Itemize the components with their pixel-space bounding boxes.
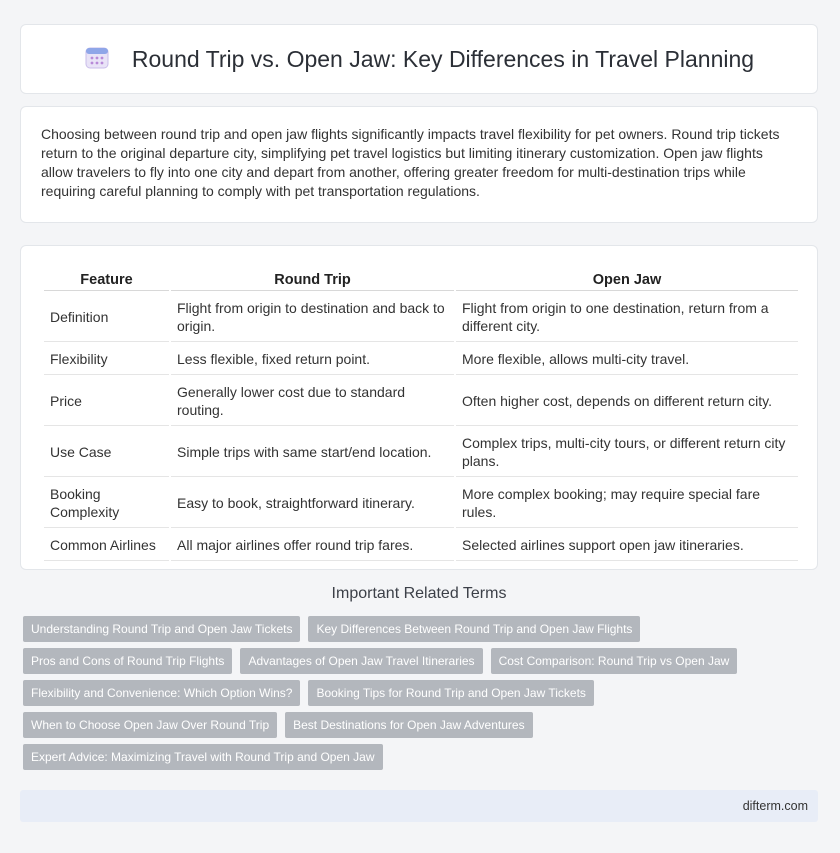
feature-cell: Use Case bbox=[44, 428, 169, 477]
header-open-jaw: Open Jaw bbox=[456, 264, 798, 291]
related-tag[interactable]: Booking Tips for Round Trip and Open Jaw Tickets bbox=[308, 680, 593, 706]
intro-text: Choosing between round trip and open jaw flights significantly impacts travel flexibility for pet owners. Round trip tickets return to the original departure city, simplifying pet travel logistics but limiting itinerary customization. Open jaw flights allow travelers to fly into one city and depart from another, offering greater freedom for multi-destination trips while requiring careful planning to comply with pet transportation regulations. bbox=[41, 126, 780, 199]
table-row bbox=[44, 344, 798, 375]
table-row bbox=[44, 530, 798, 561]
open-jaw-cell: More flexible, allows multi-city travel. bbox=[456, 344, 798, 375]
calendar-icon bbox=[84, 44, 110, 75]
footer bbox=[20, 790, 818, 822]
intro-card bbox=[20, 106, 818, 223]
feature-cell: Flexibility bbox=[44, 344, 169, 375]
round-trip-cell: Easy to book, straightforward itinerary. bbox=[171, 479, 454, 528]
feature-cell: Booking Complexity bbox=[44, 479, 169, 528]
page-title: Round Trip vs. Open Jaw: Key Differences in Travel Planning bbox=[131, 45, 755, 72]
feature-cell: Common Airlines bbox=[44, 530, 169, 561]
table-row bbox=[44, 428, 798, 477]
related-tag[interactable]: Cost Comparison: Round Trip vs Open Jaw bbox=[491, 648, 738, 674]
site-link[interactable]: difterm.com bbox=[742, 799, 808, 813]
related-terms-title: Important Related Terms bbox=[331, 585, 507, 602]
round-trip-cell: Simple trips with same start/end location. bbox=[171, 428, 454, 477]
comparison-table bbox=[42, 262, 800, 563]
open-jaw-cell: Complex trips, multi-city tours, or different return city plans. bbox=[456, 428, 798, 477]
title-wrap bbox=[84, 44, 754, 75]
header-round-trip: Round Trip bbox=[171, 264, 454, 291]
round-trip-cell: Flight from origin to destination and back to origin. bbox=[171, 293, 454, 342]
open-jaw-cell: Flight from origin to one destination, return from a different city. bbox=[456, 293, 798, 342]
open-jaw-cell: Selected airlines support open jaw itineraries. bbox=[456, 530, 798, 561]
open-jaw-cell: More complex booking; may require special fare rules. bbox=[456, 479, 798, 528]
related-tag[interactable]: Expert Advice: Maximizing Travel with Round Trip and Open Jaw bbox=[23, 744, 383, 770]
round-trip-cell: Generally lower cost due to standard routing. bbox=[171, 377, 454, 426]
related-tag[interactable]: Pros and Cons of Round Trip Flights bbox=[23, 648, 232, 674]
header-card bbox=[20, 24, 818, 94]
related-tag[interactable]: Understanding Round Trip and Open Jaw Tickets bbox=[23, 616, 300, 642]
comparison-table-card bbox=[20, 245, 818, 570]
related-tag[interactable]: Flexibility and Convenience: Which Option Wins? bbox=[23, 680, 300, 706]
related-tag[interactable]: Advantages of Open Jaw Travel Itineraries bbox=[240, 648, 482, 674]
related-tag[interactable]: Key Differences Between Round Trip and Open Jaw Flights bbox=[308, 616, 640, 642]
open-jaw-cell: Often higher cost, depends on different return city. bbox=[456, 377, 798, 426]
table-row bbox=[44, 293, 798, 342]
related-tags bbox=[20, 616, 818, 770]
table-row bbox=[44, 377, 798, 426]
round-trip-cell: All major airlines offer round trip fares. bbox=[171, 530, 454, 561]
related-terms-section bbox=[20, 585, 818, 770]
related-tag[interactable]: When to Choose Open Jaw Over Round Trip bbox=[23, 712, 277, 738]
header-feature: Feature bbox=[44, 264, 169, 291]
feature-cell: Price bbox=[44, 377, 169, 426]
round-trip-cell: Less flexible, fixed return point. bbox=[171, 344, 454, 375]
table-header-row bbox=[44, 264, 798, 291]
table-row bbox=[44, 479, 798, 528]
feature-cell: Definition bbox=[44, 293, 169, 342]
related-tag[interactable]: Best Destinations for Open Jaw Adventures bbox=[285, 712, 532, 738]
